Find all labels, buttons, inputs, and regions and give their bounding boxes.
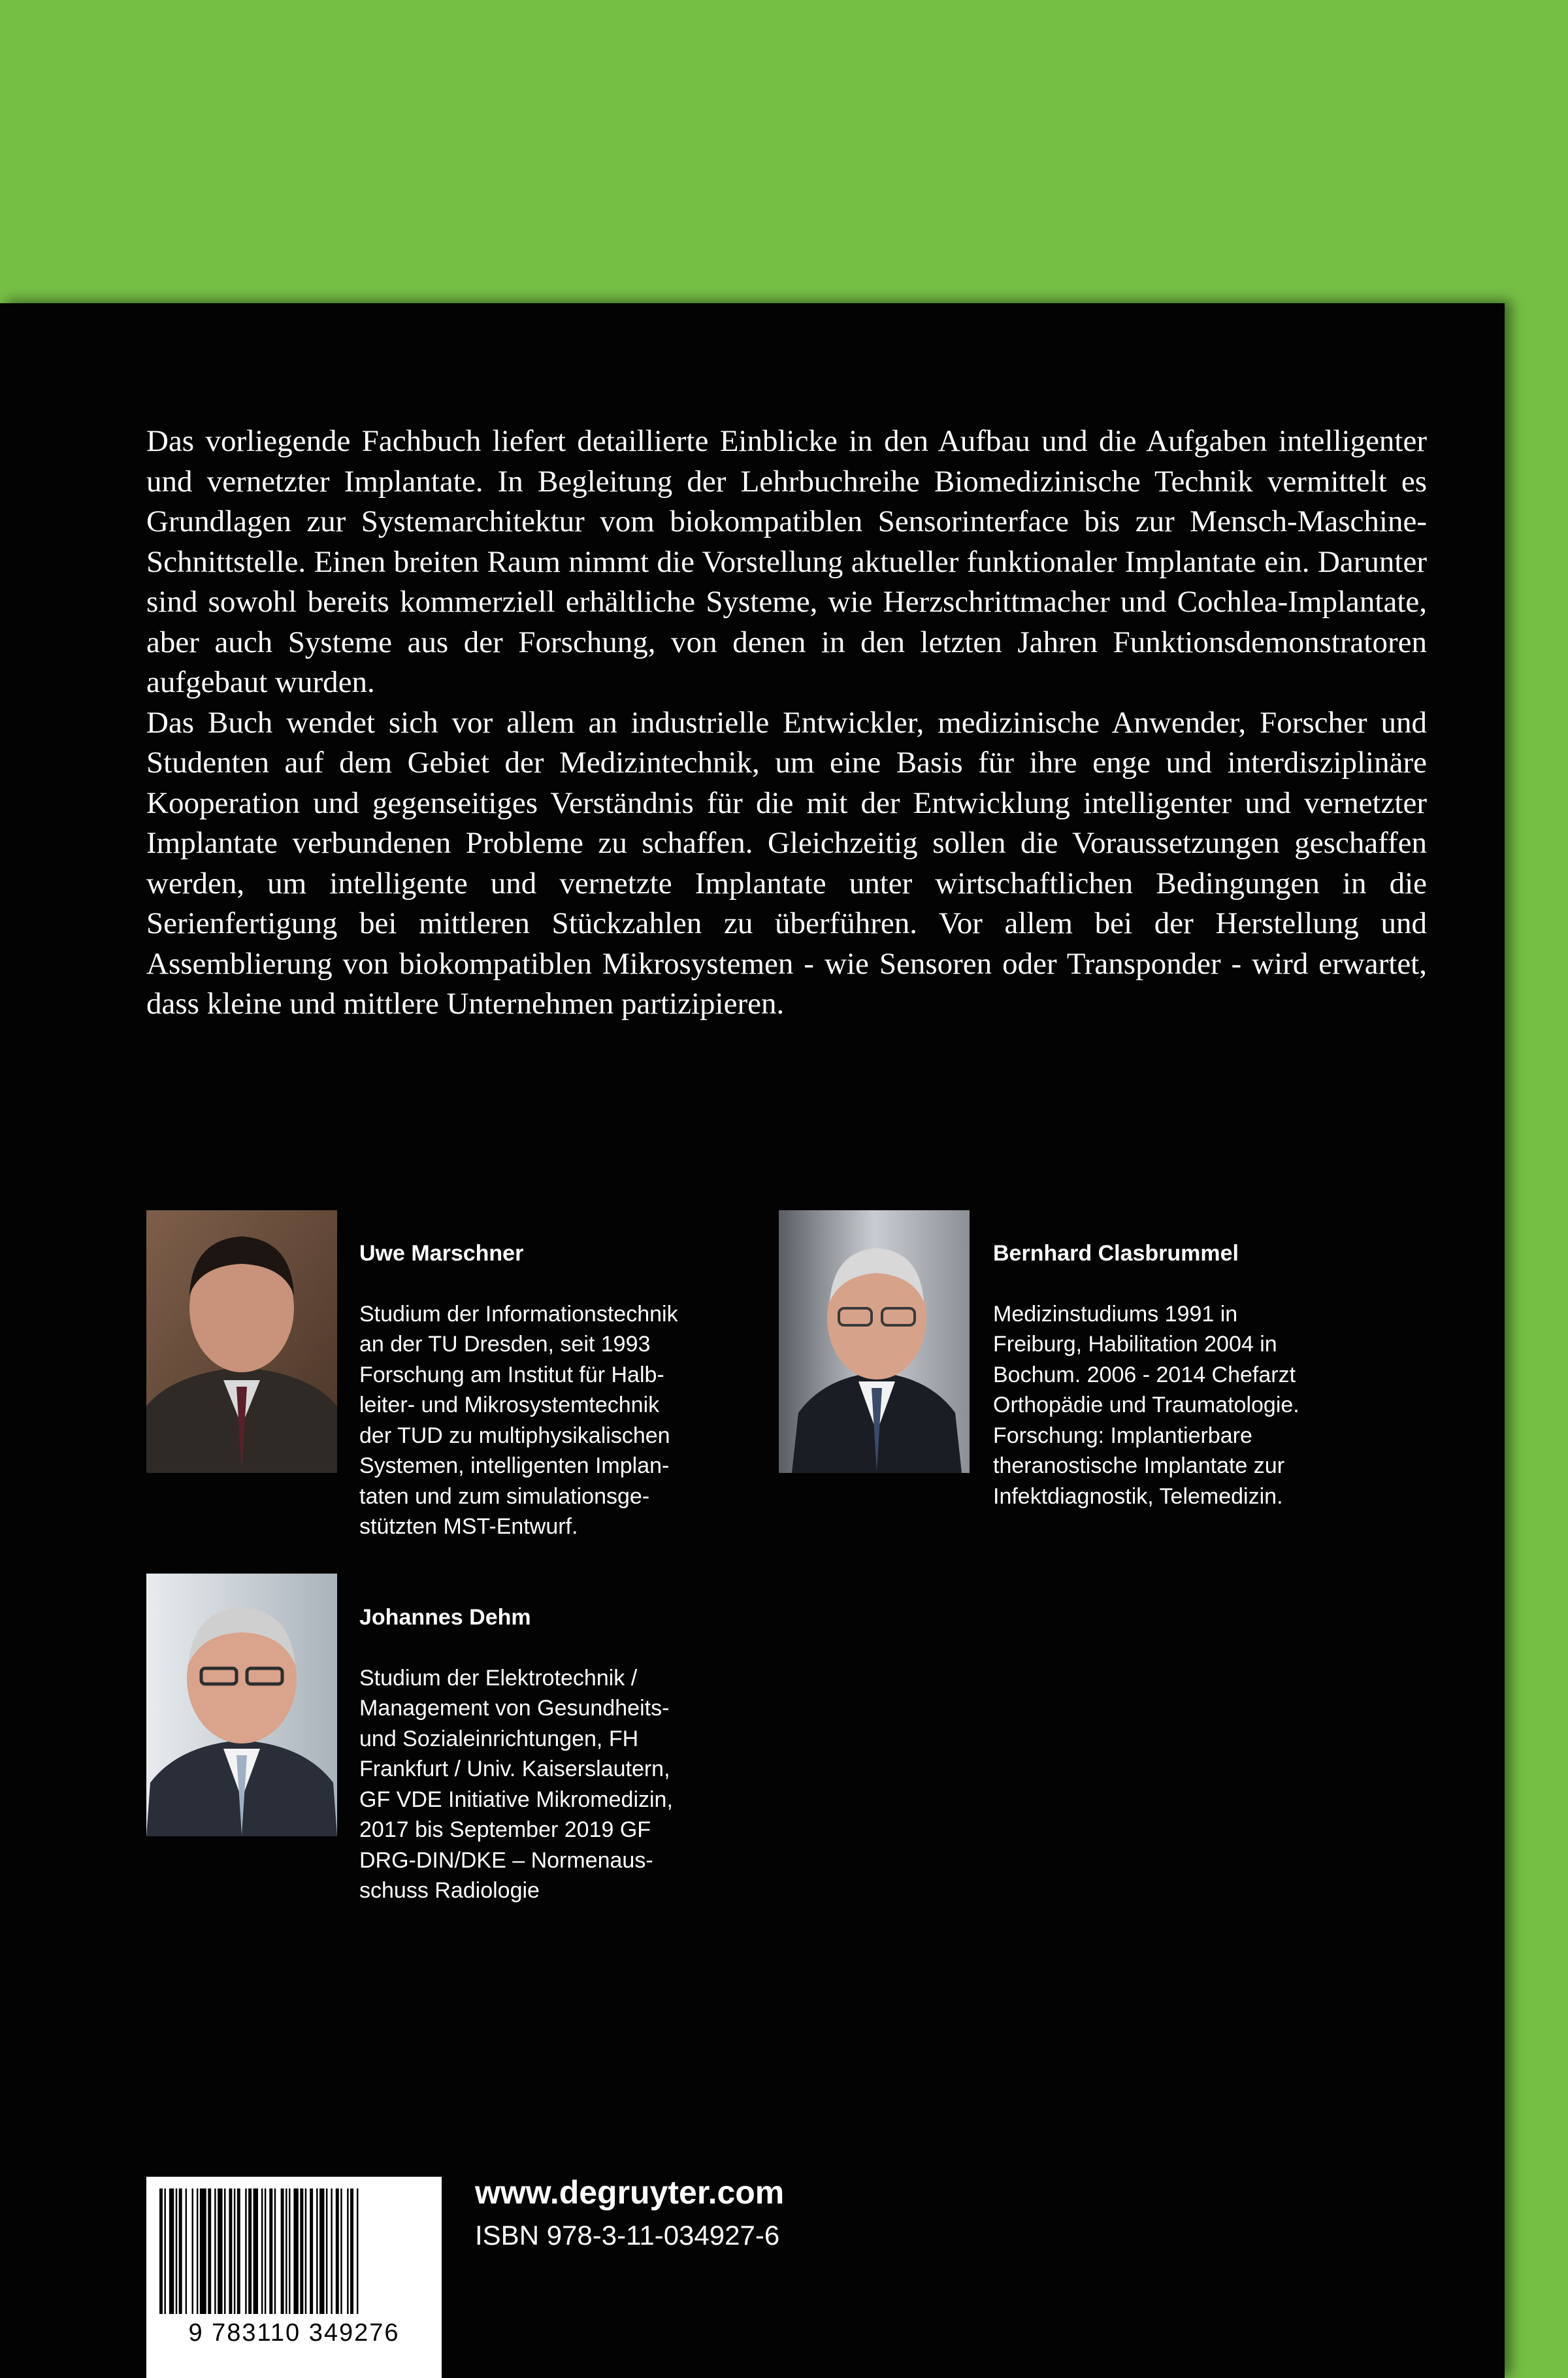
- barcode-bar: [224, 2188, 225, 2314]
- barcode-bar: [208, 2188, 211, 2314]
- description-paragraph-2: Das Buch wendet sich vor allem an industrielle Entwickler, medizinische Anwender, Forscher und Studenten auf dem Gebiet der Medizintechnik, um eine Basis für ihre enge und interdisziplinäre Kooperation und gegenseitiges Verständnis für die mit der Entwicklung intelligenter und vernetzter Implantate verbundenen Probleme zu schaffen. Gleichzeitig sollen die Voraussetzungen geschaffen werden, um intelligente und vernetzte Implantate unter wirtschaftlichen Bedingungen in die Serienfertigung bei mittleren Stückzahlen zu überführen. Vor allem bei der Herstellung und Assemblierung von biokompatiblen Mikrosystemen - wie Sensoren oder Transponder - wird erwartet, dass kleine und mittlere Unternehmen partizipieren.: [146, 705, 1427, 1021]
- book-description: [146, 421, 1427, 1025]
- barcode-bar: [218, 2188, 222, 2314]
- author-bio-marschner: [359, 1208, 764, 1542]
- barcode-bar: [293, 2188, 298, 2314]
- barcode-bar: [357, 2188, 358, 2314]
- barcode-bar: [350, 2188, 353, 2314]
- barcode-bar: [176, 2188, 177, 2314]
- author-name: Bernhard Clasbrummel: [993, 1240, 1239, 1266]
- author-bio-clasbrummel: [993, 1208, 1398, 1511]
- barcode-bar: [186, 2188, 187, 2314]
- author-photo-dehm: [146, 1574, 337, 1836]
- barcode-bar: [229, 2188, 232, 2314]
- barcode-bar: [300, 2188, 303, 2314]
- barcode-bar: [248, 2188, 252, 2314]
- portrait-icon: [779, 1210, 970, 1473]
- barcode-bar: [234, 2188, 235, 2314]
- author-name: Johannes Dehm: [359, 1604, 531, 1630]
- author-photo-marschner: [146, 1210, 337, 1473]
- barcode-bar: [179, 2188, 182, 2314]
- portrait-icon: [146, 1210, 337, 1473]
- barcode-bar: [274, 2188, 276, 2314]
- barcode-bar: [305, 2188, 306, 2314]
- barcode-bar: [319, 2188, 324, 2314]
- barcode-bar: [336, 2188, 339, 2314]
- isbn-number: ISBN 978-3-11-034927-6: [475, 2220, 780, 2251]
- barcode-bar: [245, 2188, 246, 2314]
- isbn-barcode: [146, 2177, 442, 2378]
- barcode-bar: [192, 2188, 193, 2314]
- barcode-bar: [253, 2188, 258, 2314]
- barcode-bar: [265, 2188, 266, 2314]
- barcode-bar: [269, 2188, 272, 2314]
- author-bio-text: Medizinstudiums 1991 in Freiburg, Habilitation 2004 in Bochum. 2006 - 2014 Chefarzt Orthopädie und Traumatologie. Forschung: Implantierbare theranostische Implantate zur Infektdiagnostik, Telemedizin.: [993, 1301, 1299, 1509]
- barcode-bar: [340, 2188, 342, 2314]
- author-name: Uwe Marschner: [359, 1240, 524, 1266]
- barcode-bar: [310, 2188, 313, 2314]
- publisher-url[interactable]: www.degruyter.com: [475, 2174, 785, 2211]
- barcode-bar: [237, 2188, 240, 2314]
- barcode-bar: [289, 2188, 290, 2314]
- barcode-bar: [326, 2188, 327, 2314]
- barcode-bar: [281, 2188, 284, 2314]
- author-bio-text: Studium der Elektrotechnik / Management von Gesundheits- und Sozialeinrichtungen, FH Frankfurt / Univ. Kaiserslautern, GF VDE Initiative Mikromedizin, 2017 bis September 2019 GF DRG-DIN/DKE – Normenaus- schuss Radiologie: [359, 1665, 673, 1903]
- barcode-bar: [200, 2188, 206, 2314]
- barcode-bar: [261, 2188, 263, 2314]
- description-paragraph-1: Das vorliegende Fachbuch liefert detaillierte Einblicke in den Aufbau und die Aufgaben intelligenter und vernetzter Implantate. In Begleitung der Lehrbuchreihe Biomedizinische Technik vermittelt es Grundlagen zur Systemarchitektur vom biokompatiblen Sensorinterface bis zur Mensch-Maschine-Schnittstelle. Einen breiten Raum nimmt die Vorstellung aktueller funktionaler Implantate ein. Darunter sind sowohl bereits kommerziell erhältliche Systeme, wie Herzschrittmacher und Cochlea-Implantate, aber auch Systeme aus der Forschung, von denen in den letzten Jahren Funktionsdemonstratoren aufgebaut wurden.: [146, 424, 1427, 699]
- author-bio-dehm: [359, 1572, 764, 1906]
- author-photo-clasbrummel: [779, 1210, 970, 1473]
- barcode-bar: [331, 2188, 332, 2314]
- barcode-digits: 9 783110 349276: [188, 2319, 400, 2347]
- author-bio-text: Studium der Informationstechnik an der TU Dresden, seit 1993 Forschung am Institut für Halb- leiter- und Mikrosystemtechnik der TUD zu multiphysikalischen Systemen, intelligenten Implan- taten und zum simulationsge- stützten MST-Entwurf.: [359, 1301, 678, 1539]
- barcode-bar: [214, 2188, 216, 2314]
- barcode-bar: [286, 2188, 287, 2314]
- barcode-bar: [347, 2188, 348, 2314]
- barcode-icon: [146, 2177, 442, 2317]
- barcode-bar: [169, 2188, 174, 2314]
- barcode-bar: [164, 2188, 165, 2314]
- barcode-bar: [159, 2188, 163, 2314]
- portrait-icon: [146, 1574, 337, 1836]
- barcode-bar: [316, 2188, 318, 2314]
- barcode-bar: [197, 2188, 198, 2314]
